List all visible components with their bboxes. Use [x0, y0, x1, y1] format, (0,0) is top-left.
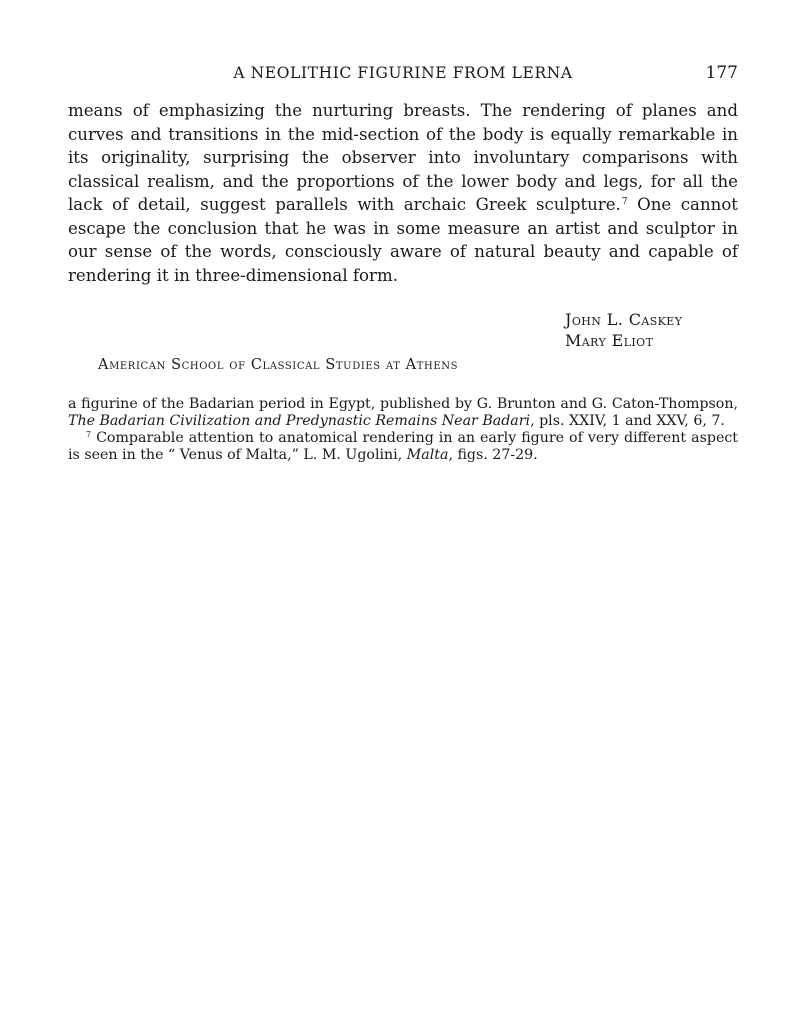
footnote-7: [68, 430, 738, 464]
page-number: 177: [705, 63, 738, 83]
author-name-2: Mary Eliot: [565, 331, 654, 350]
footnote-7-text-a: Comparable attention to anatomical rendering in an early figure of very different aspect is seen in the “ Venus of Malta,” L. M. Ugolini,: [68, 430, 738, 463]
author-name-1: John L. Caskey: [565, 310, 683, 329]
running-head: [68, 60, 738, 86]
footnote-continued-title: The Badarian Civilization and Predynastic Remains Near Badari: [68, 413, 531, 429]
footnote-7-text-b: , figs. 27-29.: [448, 447, 538, 463]
footnote-continued: [68, 396, 738, 430]
footnote-continued-text-a: a figurine of the Badarian period in Egypt, published by G. Brunton and G. Caton-Thompson,: [68, 396, 738, 412]
affiliation: American School of Classical Studies at Athens: [98, 357, 459, 373]
body-text-part2: One cannot escape the conclusion that he was in some measure an artist and sculptor in our sense of the words, consciously aware of natural beauty and capable of rendering it in three-dimensional form.: [68, 195, 738, 285]
footnote-7-title: Malta: [406, 447, 449, 463]
body-paragraph: [68, 99, 738, 287]
footnotes: [68, 396, 738, 464]
page: [68, 60, 738, 464]
footnote-reference-7[interactable]: 7: [621, 197, 628, 207]
signature-block: [565, 309, 738, 351]
body-text-part1: means of emphasizing the nurturing breasts. The rendering of planes and curves and transitions in the mid-section of the body is equally remarkable in its originality, surprising the observer into involuntary comparisons with classical realism, and the proportions of the lower body and legs, for all the lack of detail, suggest parallels with archaic Greek sculpture.: [68, 101, 738, 214]
running-title: A NEOLITHIC FIGURINE FROM LERNA: [233, 64, 573, 82]
footnote-continued-text-b: , pls. XXIV, 1 and XXV, 6, 7.: [530, 413, 725, 429]
footnote-7-mark: 7: [86, 430, 92, 439]
